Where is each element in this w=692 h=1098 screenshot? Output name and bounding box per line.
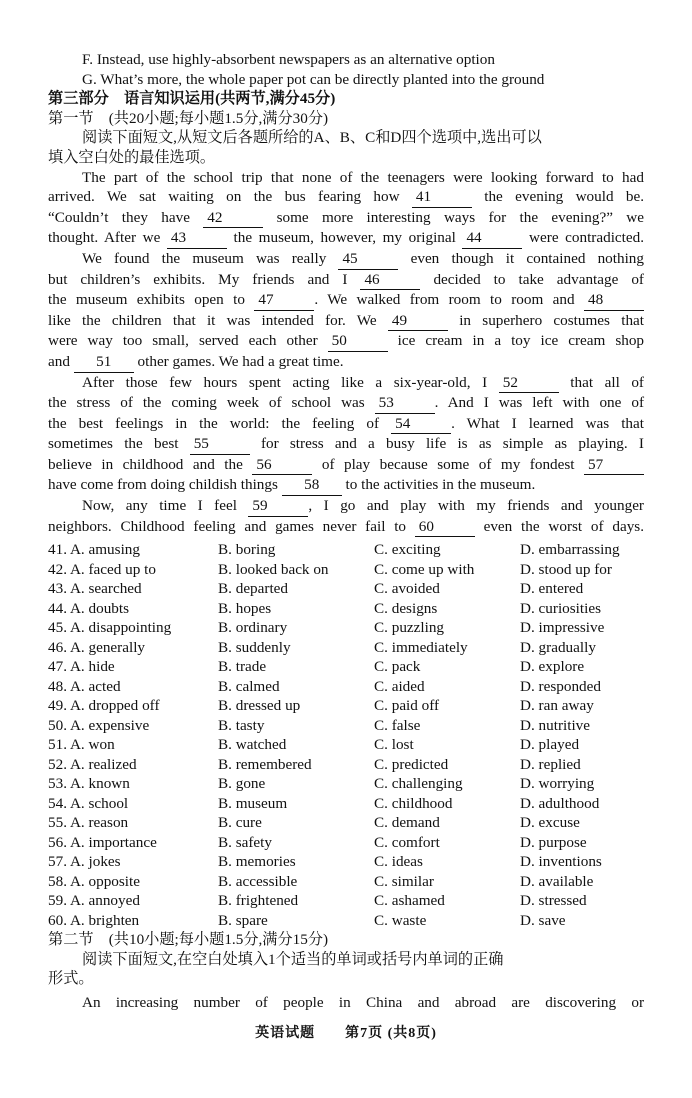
passage-line [48,208,644,229]
passage-text: but children’s exhibits. My friends and I [48,270,361,288]
option-d: D. ran away [520,697,594,715]
option-d: D. gradually [520,638,596,656]
option-a: 42. A. faced up to [48,560,156,578]
option-c: C. ashamed [374,892,445,910]
option-c: C. paid off [374,697,440,715]
passage-text: even though it contained nothing [398,249,644,267]
option-a: 49. A. dropped off [48,697,160,715]
passage-text: ice cream in a toy ice cream shop [387,332,645,350]
option-a: 57. A. jokes [48,853,121,871]
blank-44: 44 [462,228,522,249]
passage-line [48,496,644,517]
passage-text: arrived. We sat waiting on the bus fearing how [48,188,412,206]
prev-option-f: F. Instead, use highly-absorbent newspapers as an alternative option [82,51,495,68]
passage-text: neighbors. Childhood feeling and games never fail to [48,517,415,535]
option-row [48,696,644,716]
passage-line [48,475,644,496]
blank-41: 41 [412,187,472,208]
option-a: 53. A. known [48,775,130,793]
option-a: 58. A. opposite [48,872,140,890]
section1-instruction-2: 填入空白处的最佳选项。 [48,148,216,166]
option-d: D. stressed [520,892,587,910]
option-c: C. immediately [374,638,468,656]
blank-45: 45 [338,249,398,270]
passage-text: were contradicted. [522,229,645,247]
option-a: 43. A. searched [48,580,142,598]
option-c: C. lost [374,736,414,754]
passage-line [48,290,644,311]
option-c: C. aided [374,677,425,695]
option-row [48,579,644,599]
option-d: D. impressive [520,619,605,637]
passage-text: , I go and play with my friends and younger [308,497,644,515]
option-a: 47. A. hide [48,658,115,676]
passage-text: decided to take advantage of [420,270,644,288]
option-d: D. replied [520,755,581,773]
option-row [48,677,644,697]
option-a: 45. A. disappointing [48,619,172,637]
option-c: C. puzzling [374,619,445,637]
option-row [48,560,644,580]
option-b: B. watched [218,736,287,754]
option-c: C. comfort [374,833,440,851]
passage-line [48,352,644,373]
passage-text: were way too small, served each other [48,332,328,350]
passage-line [48,249,644,270]
section1-instruction-1: 阅读下面短文,从短文后各题所给的A、B、C和D四个选项中,选出可以 [82,129,542,147]
blank-50: 50 [328,331,388,352]
option-row [48,755,644,775]
option-d: D. inventions [520,853,602,871]
option-c: C. false [374,716,421,734]
section2-heading: 第二节 (共10小题;每小题1.5分,满分15分) [48,931,329,949]
option-row [48,813,644,833]
passage-line [48,187,644,208]
option-d: D. excuse [520,814,580,832]
passage-text: the best feelings in the world: the feeling of [48,414,392,432]
option-b: B. remembered [218,755,312,773]
option-d: D. nutritive [520,716,591,734]
option-b: B. trade [218,658,267,676]
passage-text: that all of [558,373,644,391]
option-b: B. museum [218,794,288,812]
passage-text: in superhero costumes that [447,311,645,329]
passage-text: to the activities in the museum. [341,476,536,494]
option-c: C. pack [374,658,421,676]
passage-text: “Couldn’t they have [48,208,204,226]
option-row [48,911,644,931]
option-row [48,540,644,560]
blank-60: 60 [415,517,475,538]
answer-options [48,540,644,930]
passage-line [48,434,644,455]
passage-text: other games. We had a great time. [133,352,344,370]
passage-text: . And I was left with one of [434,394,645,412]
option-a: 50. A. expensive [48,716,150,734]
option-row [48,638,644,658]
option-b: B. dressed up [218,697,301,715]
blank-57: 57 [584,455,644,476]
option-c: C. ideas [374,853,423,871]
page-footer: 英语试题 第7页 (共8页) [255,1026,437,1041]
option-row [48,872,644,892]
option-a: 59. A. annoyed [48,892,140,910]
option-c: C. childhood [374,794,453,812]
option-row [48,618,644,638]
option-b: B. calmed [218,677,280,695]
option-row [48,891,644,911]
blank-54: 54 [391,414,451,435]
passage-text: After those few hours spent acting like a six-year-old, I [82,373,499,391]
blank-51: 51 [74,352,134,373]
option-b: B. tasty [218,716,265,734]
passage-text: the museum exhibits open to [48,291,255,309]
blank-42: 42 [203,208,263,229]
section2-passage-first-line: An increasing number of people in China and abroad are discovering or [82,994,644,1012]
option-a: 60. A. brighten [48,911,140,929]
passage-text: like the children that it was intended for. We [48,311,388,329]
passage-text: We found the museum was really [82,249,339,267]
section1-heading: 第一节 (共20小题;每小题1.5分,满分30分) [48,109,329,127]
option-b: B. safety [218,833,272,851]
passage-text: some more interesting ways for the evening?” we [263,208,644,226]
option-d: D. adulthood [520,794,600,812]
passage-line [48,393,644,414]
option-a: 46. A. generally [48,638,146,656]
passage-text: have come from doing childish things [48,476,282,494]
section2-instruction-2: 形式。 [48,970,94,988]
option-d: D. embarrassing [520,541,620,559]
passage-text: believe in childhood and the [48,455,253,473]
option-d: D. worrying [520,775,595,793]
option-a: 51. A. won [48,736,115,754]
cloze-passage [48,168,644,538]
blank-59: 59 [248,496,308,517]
option-b: B. hopes [218,599,272,617]
blank-52: 52 [499,373,559,394]
option-d: D. curiosities [520,599,601,617]
blank-56: 56 [252,455,312,476]
blank-49: 49 [388,311,448,332]
passage-text: the evening would be. [471,188,645,206]
option-d: D. available [520,872,594,890]
option-d: D. purpose [520,833,587,851]
option-a: 48. A. acted [48,677,121,695]
option-a: 52. A. realized [48,755,137,773]
option-c: C. similar [374,872,434,890]
blank-48: 48 [584,290,644,311]
option-row [48,657,644,677]
option-row [48,794,644,814]
passage-text: the stress of the coming week of school was [48,394,375,412]
passage-text: thought. After we [48,229,167,247]
option-d: D. stood up for [520,560,612,578]
passage-text: . We walked from room to room and [314,291,584,309]
blank-58: 58 [282,475,342,496]
option-b: B. ordinary [218,619,288,637]
option-c: C. demand [374,814,440,832]
passage-text: the museum, however, my original [226,229,463,247]
blank-55: 55 [190,434,250,455]
passage-text: . What I learned was that [451,414,644,432]
option-c: C. designs [374,599,438,617]
passage-text: The part of the school trip that none of the teenagers were looking forward to had [82,168,644,186]
option-c: C. challenging [374,775,463,793]
passage-text: and [48,352,74,370]
option-row [48,774,644,794]
option-c: C. exciting [374,541,441,559]
option-a: 44. A. doubts [48,599,130,617]
passage-line [48,311,644,332]
option-row [48,852,644,872]
option-row [48,735,644,755]
passage-text: of play because some of my fondest [312,455,584,473]
section2-instruction-1: 阅读下面短文,在空白处填入1个适当的单词或括号内单词的正确 [82,950,504,968]
option-d: D. entered [520,580,584,598]
option-b: B. gone [218,775,266,793]
option-c: C. waste [374,911,427,929]
option-row [48,716,644,736]
option-b: B. suddenly [218,638,291,656]
option-d: D. explore [520,658,585,676]
passage-text: Now, any time I feel [82,497,249,515]
blank-47: 47 [254,290,314,311]
option-c: C. predicted [374,755,449,773]
passage-line [48,517,644,538]
option-b: B. spare [218,911,268,929]
passage-text: sometimes the best [48,435,190,453]
option-b: B. memories [218,853,296,871]
option-b: B. looked back on [218,560,329,578]
passage-line [48,228,644,249]
option-d: D. played [520,736,580,754]
part3-heading: 第三部分 语言知识运用(共两节,满分45分) [48,90,336,108]
passage-line [48,455,644,476]
option-b: B. departed [218,580,289,598]
passage-line [48,414,644,435]
option-b: B. boring [218,541,276,559]
blank-43: 43 [167,228,227,249]
option-a: 54. A. school [48,794,129,812]
blank-53: 53 [375,393,435,414]
option-b: B. cure [218,814,262,832]
option-row [48,599,644,619]
passage-line [48,373,644,394]
option-b: B. frightened [218,892,299,910]
option-d: D. responded [520,677,601,695]
option-a: 56. A. importance [48,833,157,851]
option-b: B. accessible [218,872,298,890]
passage-line [48,270,644,291]
passage-text: for stress and a busy life is as simple as playing. I [249,435,644,453]
passage-line [48,168,644,188]
blank-46: 46 [360,270,420,291]
option-a: 55. A. reason [48,814,129,832]
option-row [48,833,644,853]
option-a: 41. A. amusing [48,541,140,559]
option-d: D. save [520,911,566,929]
prev-option-g: G. What’s more, the whole paper pot can be directly planted into the ground [82,70,545,88]
passage-text: even the worst of days. [474,517,644,535]
option-c: C. come up with [374,560,475,578]
passage-line [48,331,644,352]
option-c: C. avoided [374,580,440,598]
